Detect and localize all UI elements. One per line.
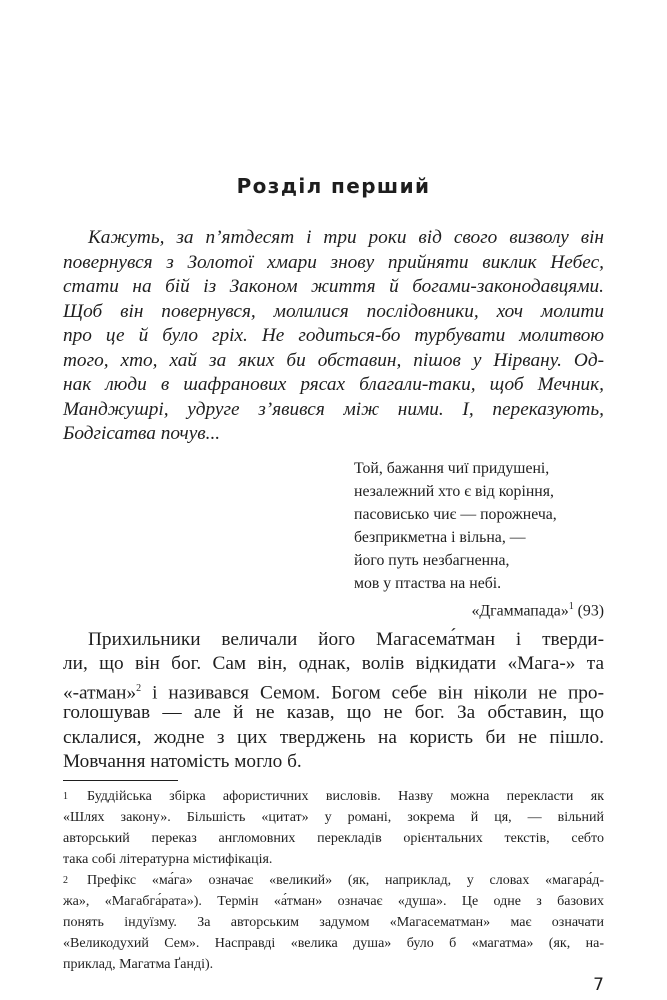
poem-line: безприкметна і вільна, — bbox=[354, 529, 526, 546]
epigraph-line: Щоб він повернувся, молилися послідовники, хоч молити bbox=[63, 301, 604, 322]
chapter-title: Розділ перший bbox=[236, 174, 431, 198]
footnote-mark: 2 bbox=[63, 875, 68, 886]
footnote-line: «Великодухий Сем». Насправді «велика душа» було б «магатма» (як, на- bbox=[63, 936, 604, 951]
footnote-separator bbox=[63, 780, 178, 781]
body-line: голошував — але й не казав, що не бог. За обставин, що bbox=[63, 702, 604, 723]
page-number: 7 bbox=[593, 975, 604, 995]
poem-line: його путь незбагненна, bbox=[354, 552, 510, 569]
epigraph-line: стати на бій із Законом життя й богами-законодавцями. bbox=[63, 276, 604, 297]
footnote-line: жа», «Магабга́рата»). Термін «а́тман» означає «душа». Це одне з базових bbox=[63, 894, 604, 909]
body-text: «-атман» bbox=[63, 682, 137, 704]
epigraph-line: нак люди в шафранових рясах благали-таки, щоб Мечник, bbox=[63, 374, 604, 395]
body-line: склалися, жодне з цих тверджень на користь би не пішло. bbox=[63, 727, 604, 748]
source-title: «Дгаммапада» bbox=[471, 602, 569, 620]
quote-source bbox=[471, 597, 604, 621]
footnote-line: авторський переказ англомовних перекладів орієнтальних текстів, себто bbox=[63, 831, 604, 846]
footnote-ref[interactable]: 1 bbox=[568, 601, 574, 612]
epigraph-line: того, хто, хай за яких би обставин, пішов у Нірвану. Од- bbox=[63, 350, 604, 371]
footnote-line: приклад, Магатма Ґанді). bbox=[63, 957, 214, 972]
footnote-mark: 1 bbox=[63, 791, 68, 802]
body-text: і називався Семом. Богом себе він ніколи не про- bbox=[141, 682, 604, 704]
epigraph-line: Манджушрі, удруге з’явився між ними. І, переказують, bbox=[63, 399, 604, 420]
poem-line: пасовисько чиє — порожнеча, bbox=[354, 506, 557, 523]
footnote-line: така собі літературна містифікація. bbox=[63, 852, 273, 867]
footnote-line: Префікс «ма́га» означає «великий» (як, наприклад, у словах «магара́д- bbox=[87, 873, 604, 888]
body-line: ли, що він бог. Сам він, однак, волів відкидати «Мага-» та bbox=[63, 653, 604, 674]
poem-line: Той, бажання чиї придушені, bbox=[354, 460, 550, 477]
epigraph-line: про це й було гріх. Не годиться-бо турбувати молитвою bbox=[63, 325, 604, 346]
epigraph-line: Бодгісатва почув... bbox=[63, 423, 221, 444]
footnote-line: «Шлях закону». Більшість «цитат» у романі, зокрема й ця, — вільний bbox=[63, 810, 604, 825]
poem-line: мов у птаства на небі. bbox=[354, 575, 502, 592]
body-line: Мовчання натомість могло б. bbox=[63, 751, 302, 772]
footnote-line: Буддійська збірка афористичних висловів. Назву можна перекласти як bbox=[87, 789, 604, 804]
body-line: Прихильники величали його Магасема́тман і тверди- bbox=[88, 629, 604, 650]
epigraph-line: Кажуть, за п’ятдесят і три роки від свого визволу він bbox=[88, 227, 604, 248]
epigraph-line: повернувся з Золотої хмари знову прийняти виклик Небес, bbox=[63, 252, 604, 273]
poem-line: незалежний хто є від коріння, bbox=[354, 483, 554, 500]
footnote-line: понять індуїзму. За авторським задумом «Магасематман» має означати bbox=[63, 915, 604, 930]
source-verse: (93) bbox=[577, 602, 604, 620]
footnote-ref[interactable]: 2 bbox=[136, 683, 142, 694]
